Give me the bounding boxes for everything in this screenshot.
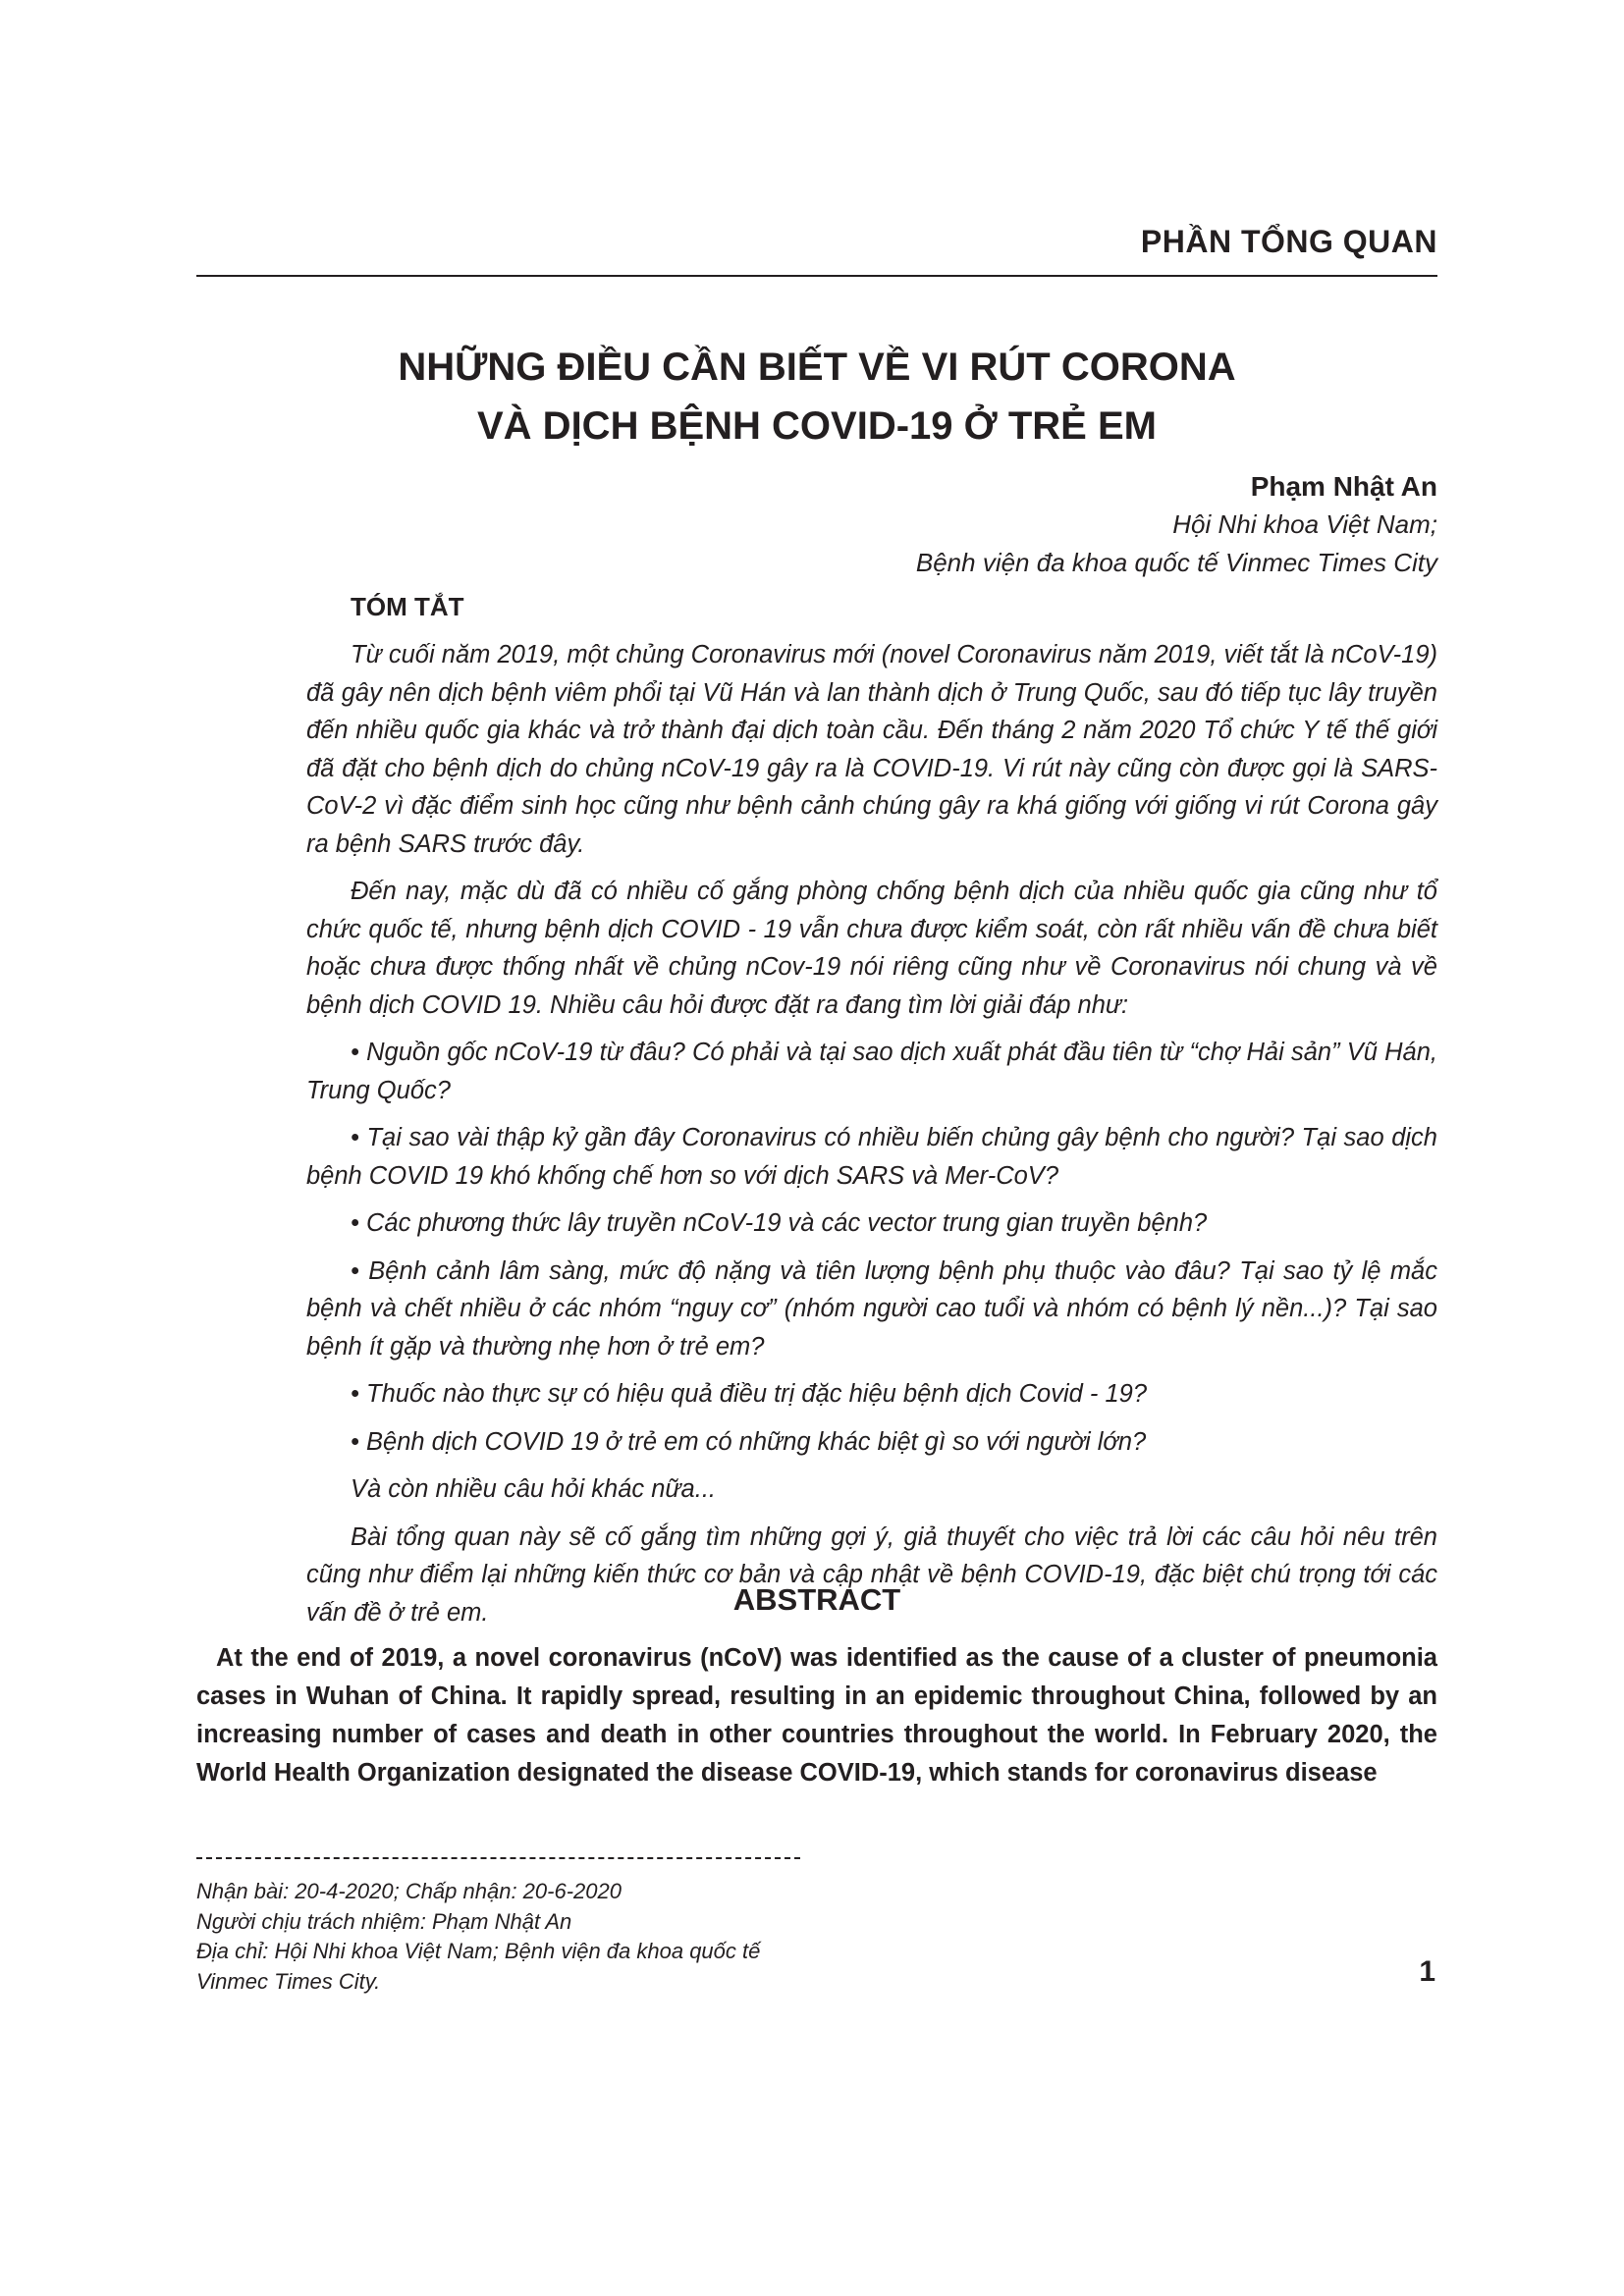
section-title: PHẦN TỔNG QUAN xyxy=(1140,224,1437,259)
author-affiliation-1: Hội Nhi khoa Việt Nam; xyxy=(1172,509,1437,539)
abstract-body xyxy=(196,1639,1437,1792)
title-line-1: NHỮNG ĐIỀU CẦN BIẾT VỀ VI RÚT CORONA xyxy=(398,346,1236,389)
summary-question: • Các phương thức lây truyền nCoV-19 và các vector trung gian truyền bệnh? xyxy=(351,1209,1208,1237)
author-affiliation-2: Bệnh viện đa khoa quốc tế Vinmec Times City xyxy=(915,548,1437,577)
article-title xyxy=(196,338,1437,455)
footnote-responsible: Người chịu trách nhiệm: Phạm Nhật An xyxy=(196,1908,572,1934)
summary-paragraph: Từ cuối năm 2019, một chủng Coronavirus mới (novel Coronavirus năm 2019, viết tắt là nCoV-19) đã gây nên dịch bệnh viêm phổi tại Vũ Hán và lan thành dịch ở Trung Quốc, sau đó tiếp tục lây truyền đến nhiều quốc gia khác và trở thành đại dịch toàn cầu. Đến tháng 2 năm 2020 Tổ chức Y tế thế giới đã đặt cho bệnh dịch do chủng nCoV-19 gây ra là COVID-19. Vi rút này cũng còn được gọi là SARS-CoV-2 vì đặc điểm sinh học cũng như bệnh cảnh chúng gây ra khá giống với giống vi rút Corona gây ra bệnh SARS trước đây. xyxy=(306,641,1437,858)
abstract-heading: ABSTRACT xyxy=(732,1582,901,1617)
summary-paragraph: Bài tổng quan này sẽ cố gắng tìm những gợi ý, giả thuyết cho việc trả lời các câu hỏi nêu trên cũng như điểm lại những kiến thức cơ bản và cập nhật về bệnh COVID-19, đặc biệt chú trọng tới các vấn đề ở trẻ em. xyxy=(306,1522,1437,1627)
summary-question: • Tại sao vài thập kỷ gần đây Coronavirus có nhiều biến chủng gây bệnh cho người? Tại sao dịch bệnh COVID 19 khó khống chế hơn so với dịch SARS và Mer-CoV? xyxy=(306,1124,1437,1190)
summary-question: • Bệnh dịch COVID 19 ở trẻ em có những khác biệt gì so với người lớn? xyxy=(351,1427,1147,1456)
abstract-text: At the end of 2019, a novel coronavirus (nCoV) was identified as the cause of a cluster of pneumonia cases in Wuhan of China. It rapidly spread, resulting in an epidemic throughout China, followed by an increasing number of cases and death in other countries throughout the world. In February 2020, the World Health Organization designated the disease COVID-19, which stands for coronavirus disease xyxy=(196,1644,1437,1787)
author-name: Phạm Nhật An xyxy=(1250,471,1437,502)
summary-paragraph: Đến nay, mặc dù đã có nhiều cố gắng phòng chống bệnh dịch của nhiều quốc gia cũng như tổ chức quốc tế, nhưng bệnh dịch COVID - 19 vẫn chưa được kiểm soát, còn rất nhiều vấn đề chưa biết hoặc chưa được thống nhất về chủng nCov-19 nói riêng cũng như về Coronavirus nói chung và về bệnh dịch COVID 19. Nhiều câu hỏi được đặt ra đang tìm lời giải đáp như: xyxy=(306,878,1437,1019)
footnote-address-line-1: Địa chỉ: Hội Nhi khoa Việt Nam; Bệnh viện đa khoa quốc tế xyxy=(196,1939,761,1963)
summary-paragraph: Và còn nhiều câu hỏi khác nữa... xyxy=(351,1475,716,1503)
footnote-address-line-2: Vinmec Times City. xyxy=(196,1968,381,1994)
summary-question: • Thuốc nào thực sự có hiệu quả điều trị đặc hiệu bệnh dịch Covid - 19? xyxy=(351,1380,1147,1408)
footnotes xyxy=(196,1877,825,1997)
title-line-2: VÀ DỊCH BỆNH COVID-19 Ở TRẺ EM xyxy=(477,404,1157,448)
summary-question: • Bệnh cảnh lâm sàng, mức độ nặng và tiên lượng bệnh phụ thuộc vào đâu? Tại sao tỷ lệ mắc bệnh và chết nhiều ở các nhóm “nguy cơ” (nhóm người cao tuổi và nhóm có bệnh lý nền...)? Tại sao bệnh ít gặp và thường nhẹ hơn ở trẻ em? xyxy=(306,1256,1437,1361)
page-number: 1 xyxy=(1419,1955,1435,1988)
summary-question: • Nguồn gốc nCoV-19 từ đâu? Có phải và tại sao dịch xuất phát đầu tiên từ “chợ Hải sản” Vũ Hán, Trung Quốc? xyxy=(306,1039,1437,1104)
footnote-received: Nhận bài: 20-4-2020; Chấp nhận: 20-6-2020 xyxy=(196,1879,622,1903)
summary-heading: TÓM TẮT xyxy=(351,592,464,621)
section-header xyxy=(196,224,1437,277)
author-block xyxy=(916,467,1437,582)
footnote-divider xyxy=(196,1857,800,1859)
summary-body xyxy=(306,636,1437,1641)
